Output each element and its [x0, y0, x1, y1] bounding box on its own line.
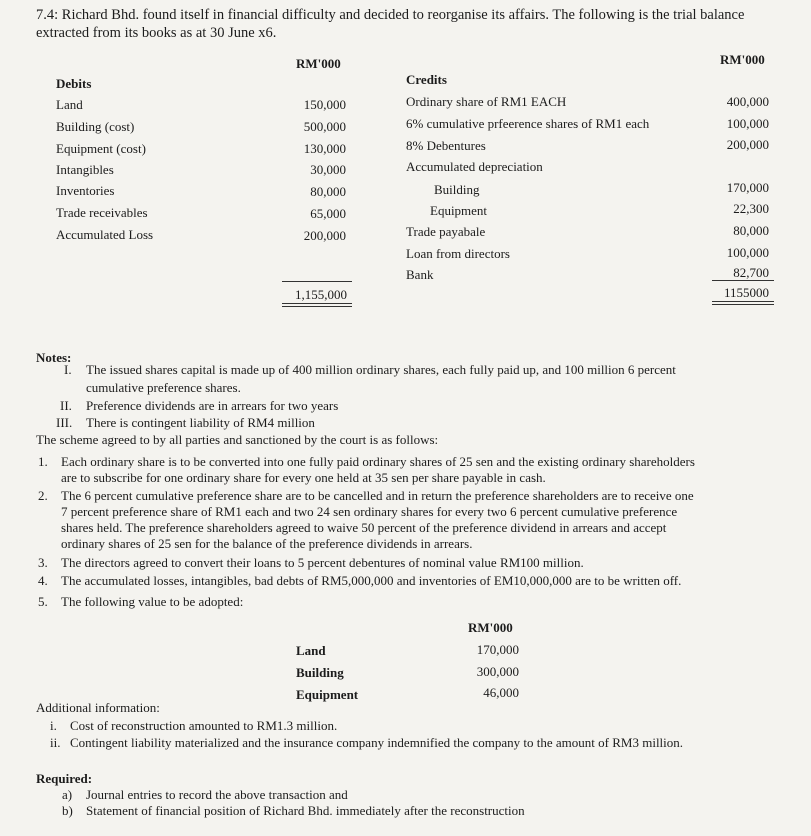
scheme-line: The following value to be adopted: [61, 594, 244, 609]
credit-currency-header: RM'000 [720, 52, 765, 67]
values-label: Land [296, 643, 326, 658]
debit-label: Inventories [56, 183, 115, 198]
debit-amount: 130,000 [303, 141, 346, 156]
scheme-marker: 5. [38, 594, 48, 609]
scheme-line: shares held. The preference shareholders agreed to waive 50 percent of the preference dividend in arrears and accept [61, 520, 667, 535]
debit-amount: 200,000 [303, 228, 346, 243]
credit-amount: 100,000 [726, 116, 769, 131]
credit-amount: 400,000 [726, 94, 769, 109]
credit-amount: 100,000 [726, 245, 769, 260]
scheme-line: The 6 percent cumulative preference share are to be cancelled and in return the preference shareholders are to receive one [61, 488, 694, 503]
credit-label: 6% cumulative prfeerence shares of RM1 each [406, 116, 650, 131]
question-title: 7.4: Richard Bhd. found itself in financial difficulty and decided to reorganise its affairs. The following is the trial balance extracted from its books as at 30 June x6. [36, 7, 745, 41]
debit-total-double-rule [282, 306, 352, 307]
credit-label: Trade payabale [406, 224, 486, 239]
debit-label: Land [56, 97, 83, 112]
required-marker: b) [62, 803, 73, 818]
debit-label: Intangibles [56, 162, 114, 177]
additional-marker: ii. [50, 735, 61, 750]
credits-heading: Credits [406, 72, 447, 87]
required-text: Statement of financial position of Richard Bhd. immediately after the reconstruction [86, 803, 525, 818]
values-amount: 300,000 [476, 664, 519, 679]
debit-label: Building (cost) [56, 119, 135, 134]
scheme-marker: 1. [38, 454, 48, 469]
credit-label: Accumulated depreciation [406, 159, 543, 174]
values-amount: 46,000 [483, 685, 519, 700]
debit-label: Trade receivables [56, 205, 148, 220]
credit-label: Ordinary share of RM1 EACH [406, 94, 567, 109]
debit-label: Equipment (cost) [56, 141, 146, 156]
credit-label: Loan from directors [406, 246, 510, 261]
note-text: There is contingent liability of RM4 million [86, 415, 315, 430]
credit-total-rule [712, 280, 774, 281]
scheme-line: ordinary shares of 25 sen for the balance of the preference dividends in arrears. [61, 536, 473, 551]
scheme-intro: The scheme agreed to by all parties and sanctioned by the court is as follows: [36, 432, 439, 447]
note-marker: III. [56, 415, 73, 430]
credit-amount: 22,300 [733, 201, 769, 216]
additional-text: Cost of reconstruction amounted to RM1.3 million. [70, 718, 338, 733]
debit-total-rule [282, 281, 352, 282]
scheme-line: The accumulated losses, intangibles, bad debts of RM5,000,000 and inventories of EM10,000,000 are to be written off. [61, 573, 682, 588]
credit-label: Equipment [430, 203, 488, 218]
debit-amount: 500,000 [303, 119, 346, 134]
credit-label: 8% Debentures [406, 138, 486, 153]
debit-amount: 30,000 [310, 162, 346, 177]
credit-label: Bank [406, 267, 434, 282]
values-header: RM'000 [468, 620, 513, 635]
scheme-marker: 4. [38, 573, 48, 588]
values-label: Building [296, 665, 344, 680]
scheme-line: are to subscribe for one ordinary share for every one held at 35 sen per share payable in cash. [61, 470, 546, 485]
note-text: The issued shares capital is made up of 400 million ordinary shares, each fully paid up, and 100 million 6 percent [86, 362, 676, 377]
credit-total: 1155000 [723, 285, 769, 300]
credit-total-double-rule [712, 301, 774, 302]
debit-amount: 150,000 [303, 97, 346, 112]
required-heading: Required: [36, 771, 93, 786]
credit-amount: 80,000 [733, 223, 769, 238]
credit-total-double-rule [712, 304, 774, 305]
required-text: Journal entries to record the above transaction and [86, 787, 348, 802]
values-amount: 170,000 [476, 642, 519, 657]
values-label: Equipment [296, 687, 359, 702]
debit-currency-header: RM'000 [296, 56, 341, 71]
debit-amount: 65,000 [310, 206, 346, 221]
required-marker: a) [62, 787, 73, 802]
scheme-marker: 3. [38, 555, 48, 570]
scheme-marker: 2. [38, 488, 48, 503]
credit-amount: 170,000 [726, 180, 769, 195]
scheme-line: The directors agreed to convert their loans to 5 percent debentures of nominal value RM100 million. [61, 555, 584, 570]
additional-heading: Additional information: [36, 700, 160, 715]
note-text: Preference dividends are in arrears for two years [86, 398, 339, 413]
scheme-line: Each ordinary share is to be converted into one fully paid ordinary shares of 25 sen and the existing ordinary shareholders [61, 454, 695, 469]
additional-text: Contingent liability materialized and the insurance company indemnified the company to the amount of RM3 million. [70, 735, 684, 750]
credit-label: Building [434, 182, 480, 197]
additional-marker: i. [50, 718, 57, 733]
credit-amount: 200,000 [726, 137, 769, 152]
debit-amount: 80,000 [310, 184, 346, 199]
debits-heading: Debits [56, 76, 92, 91]
debit-label: Accumulated Loss [56, 227, 154, 242]
debit-total: 1,155,000 [295, 287, 347, 302]
note-marker: II. [60, 398, 72, 413]
debit-total-double-rule [282, 303, 352, 304]
notes-heading: Notes: [36, 350, 72, 365]
scheme-line: 7 percent preference share of RM1 each and two 24 sen ordinary shares for every two 6 percent cumulative preference [61, 504, 678, 519]
note-marker: I. [64, 362, 72, 377]
credit-amount: 82,700 [733, 265, 769, 280]
note-text: cumulative preference shares. [86, 380, 241, 395]
